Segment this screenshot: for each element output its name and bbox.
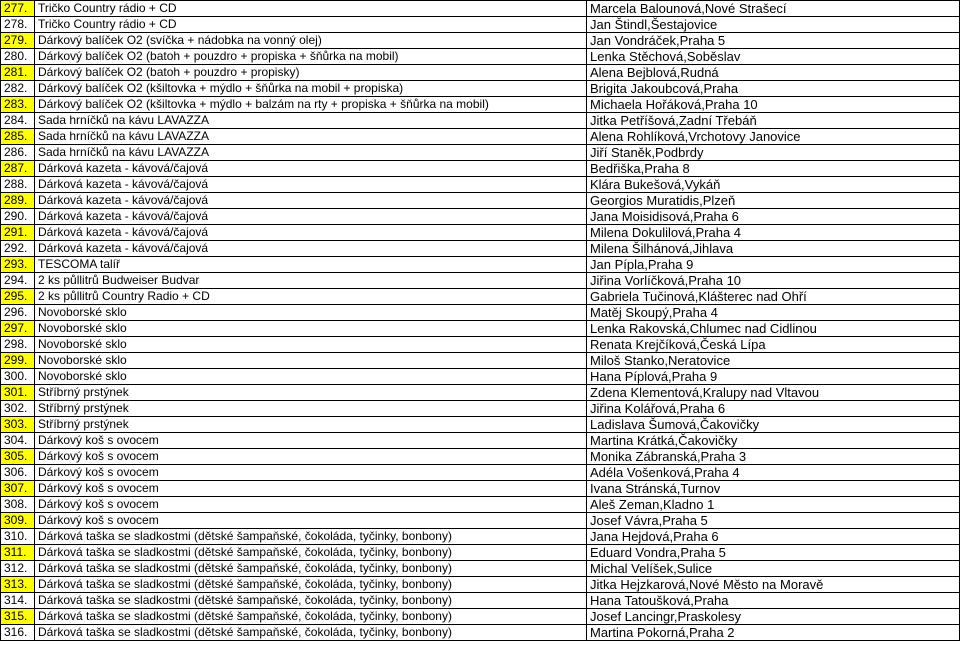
table-row <box>1 257 960 273</box>
prize-cell: Novoborské sklo <box>35 321 587 337</box>
row-number-cell: 288. <box>1 177 35 193</box>
prize-cell: Dárkový koš s ovocem <box>35 465 587 481</box>
prize-cell: Dárková taška se sladkostmi (dětské šampaňské, čokoláda, tyčinky, bonbony) <box>35 593 587 609</box>
table-row <box>1 305 960 321</box>
table-row <box>1 177 960 193</box>
winner-cell: Zdena Klementová,Kralupy nad Vltavou <box>587 385 960 401</box>
winner-cell: Jana Hejdová,Praha 6 <box>587 529 960 545</box>
table-row <box>1 225 960 241</box>
row-number-cell: 283. <box>1 97 35 113</box>
table-row <box>1 529 960 545</box>
row-number-cell: 313. <box>1 577 35 593</box>
row-number-cell: 280. <box>1 49 35 65</box>
table-row <box>1 193 960 209</box>
prize-cell: Tričko Country rádio + CD <box>35 1 587 17</box>
winner-cell: Lenka Stěchová,Soběslav <box>587 49 960 65</box>
winner-cell: Jan Pípla,Praha 9 <box>587 257 960 273</box>
row-number-cell: 297. <box>1 321 35 337</box>
prize-cell: Dárkový koš s ovocem <box>35 513 587 529</box>
table-row <box>1 385 960 401</box>
prize-cell: Dárková kazeta - kávová/čajová <box>35 225 587 241</box>
row-number-cell: 301. <box>1 385 35 401</box>
row-number-cell: 285. <box>1 129 35 145</box>
row-number-cell: 278. <box>1 17 35 33</box>
prize-cell: Novoborské sklo <box>35 369 587 385</box>
row-number-cell: 293. <box>1 257 35 273</box>
winner-cell: Hana Píplová,Praha 9 <box>587 369 960 385</box>
prize-cell: 2 ks půllitrů Country Radio + CD <box>35 289 587 305</box>
row-number-cell: 289. <box>1 193 35 209</box>
winner-cell: Ivana Stránská,Turnov <box>587 481 960 497</box>
row-number-cell: 286. <box>1 145 35 161</box>
prize-cell: Dárková taška se sladkostmi (dětské šampaňské, čokoláda, tyčinky, bonbony) <box>35 529 587 545</box>
row-number-cell: 310. <box>1 529 35 545</box>
prize-cell: Dárkový koš s ovocem <box>35 433 587 449</box>
row-number-cell: 300. <box>1 369 35 385</box>
table-row <box>1 625 960 641</box>
winner-cell: Jitka Hejzkarová,Nové Město na Moravě <box>587 577 960 593</box>
row-number-cell: 294. <box>1 273 35 289</box>
prize-cell: Dárková kazeta - kávová/čajová <box>35 193 587 209</box>
table-row <box>1 321 960 337</box>
row-number-cell: 281. <box>1 65 35 81</box>
table-row <box>1 513 960 529</box>
table-row <box>1 145 960 161</box>
winner-cell: Marcela Balounová,Nové Strašecí <box>587 1 960 17</box>
prize-cell: Tričko Country rádio + CD <box>35 17 587 33</box>
row-number-cell: 291. <box>1 225 35 241</box>
winner-cell: Jan Vondráček,Praha 5 <box>587 33 960 49</box>
table-row <box>1 97 960 113</box>
row-number-cell: 304. <box>1 433 35 449</box>
prize-cell: Dárková kazeta - kávová/čajová <box>35 241 587 257</box>
prize-cell: Dárkový koš s ovocem <box>35 497 587 513</box>
table-row <box>1 49 960 65</box>
row-number-cell: 316. <box>1 625 35 641</box>
table-row <box>1 353 960 369</box>
table-row <box>1 577 960 593</box>
winner-cell: Bedřiška,Praha 8 <box>587 161 960 177</box>
row-number-cell: 311. <box>1 545 35 561</box>
row-number-cell: 284. <box>1 113 35 129</box>
table-row <box>1 465 960 481</box>
table-row <box>1 481 960 497</box>
table-row <box>1 497 960 513</box>
prize-cell: Dárkový balíček O2 (batoh + pouzdro + propiska + šňůrka na mobil) <box>35 49 587 65</box>
row-number-cell: 296. <box>1 305 35 321</box>
row-number-cell: 315. <box>1 609 35 625</box>
prize-cell: Sada hrníčků na kávu LAVAZZA <box>35 129 587 145</box>
winner-cell: Brigita Jakoubcová,Praha <box>587 81 960 97</box>
table-body <box>1 1 960 641</box>
row-number-cell: 309. <box>1 513 35 529</box>
row-number-cell: 299. <box>1 353 35 369</box>
winner-cell: Lenka Rakovská,Chlumec nad Cidlinou <box>587 321 960 337</box>
row-number-cell: 305. <box>1 449 35 465</box>
winner-cell: Jitka Petříšová,Zadní Třebáň <box>587 113 960 129</box>
prize-cell: Sada hrníčků na kávu LAVAZZA <box>35 145 587 161</box>
table-row <box>1 417 960 433</box>
winner-cell: Milena Dokulilová,Praha 4 <box>587 225 960 241</box>
winner-cell: Jiřina Vorlíčková,Praha 10 <box>587 273 960 289</box>
table-row <box>1 241 960 257</box>
prize-cell: Dárková kazeta - kávová/čajová <box>35 209 587 225</box>
prize-cell: Dárková taška se sladkostmi (dětské šampaňské, čokoláda, tyčinky, bonbony) <box>35 561 587 577</box>
table-row <box>1 289 960 305</box>
table-row <box>1 433 960 449</box>
winner-cell: Josef Vávra,Praha 5 <box>587 513 960 529</box>
prize-cell: Dárková kazeta - kávová/čajová <box>35 161 587 177</box>
prize-cell: Dárková taška se sladkostmi (dětské šampaňské, čokoláda, tyčinky, bonbony) <box>35 625 587 641</box>
prize-cell: Dárkový balíček O2 (svíčka + nádobka na vonný olej) <box>35 33 587 49</box>
winner-cell: Martina Krátká,Čakovičky <box>587 433 960 449</box>
winner-cell: Alena Bejblová,Rudná <box>587 65 960 81</box>
row-number-cell: 303. <box>1 417 35 433</box>
winner-cell: Martina Pokorná,Praha 2 <box>587 625 960 641</box>
row-number-cell: 295. <box>1 289 35 305</box>
table-row <box>1 545 960 561</box>
row-number-cell: 302. <box>1 401 35 417</box>
winner-cell: Jana Moisidisová,Praha 6 <box>587 209 960 225</box>
prize-cell: Stříbrný prstýnek <box>35 385 587 401</box>
winner-cell: Jan Štindl,Šestajovice <box>587 17 960 33</box>
winner-cell: Miloš Stanko,Neratovice <box>587 353 960 369</box>
winner-cell: Michaela Hořáková,Praha 10 <box>587 97 960 113</box>
row-number-cell: 287. <box>1 161 35 177</box>
table-row <box>1 401 960 417</box>
prize-cell: Dárkový koš s ovocem <box>35 449 587 465</box>
winner-cell: Michal Velíšek,Sulice <box>587 561 960 577</box>
prize-cell: Stříbrný prstýnek <box>35 417 587 433</box>
table-row <box>1 65 960 81</box>
table-row <box>1 113 960 129</box>
row-number-cell: 298. <box>1 337 35 353</box>
winner-cell: Jiřina Kolářová,Praha 6 <box>587 401 960 417</box>
table-row <box>1 449 960 465</box>
winner-cell: Alena Rohlíková,Vrchotovy Janovice <box>587 129 960 145</box>
row-number-cell: 308. <box>1 497 35 513</box>
table-row <box>1 337 960 353</box>
winner-cell: Aleš Zeman,Kladno 1 <box>587 497 960 513</box>
winner-cell: Milena Šilhánová,Jihlava <box>587 241 960 257</box>
prize-cell: Dárková kazeta - kávová/čajová <box>35 177 587 193</box>
row-number-cell: 312. <box>1 561 35 577</box>
table-row <box>1 33 960 49</box>
prize-cell: Dárková taška se sladkostmi (dětské šampaňské, čokoláda, tyčinky, bonbony) <box>35 577 587 593</box>
prize-cell: TESCOMA talíř <box>35 257 587 273</box>
row-number-cell: 307. <box>1 481 35 497</box>
prize-cell: Novoborské sklo <box>35 337 587 353</box>
table-row <box>1 209 960 225</box>
row-number-cell: 282. <box>1 81 35 97</box>
row-number-cell: 314. <box>1 593 35 609</box>
prize-cell: Dárkový koš s ovocem <box>35 481 587 497</box>
table-row <box>1 609 960 625</box>
table-row <box>1 561 960 577</box>
winner-cell: Jiří Staněk,Podbrdy <box>587 145 960 161</box>
table-row <box>1 273 960 289</box>
prize-cell: Novoborské sklo <box>35 305 587 321</box>
table-row <box>1 81 960 97</box>
winner-cell: Matěj Skoupý,Praha 4 <box>587 305 960 321</box>
winner-cell: Hana Tatoušková,Praha <box>587 593 960 609</box>
prize-cell: Stříbrný prstýnek <box>35 401 587 417</box>
winner-cell: Monika Zábranská,Praha 3 <box>587 449 960 465</box>
prize-cell: Dárkový balíček O2 (kšiltovka + mýdlo + šňůrka na mobil + propiska) <box>35 81 587 97</box>
winner-cell: Adéla Vošenková,Praha 4 <box>587 465 960 481</box>
winner-cell: Klára Bukešová,Vykáň <box>587 177 960 193</box>
winner-cell: Georgios Muratidis,Plzeň <box>587 193 960 209</box>
prize-cell: Dárková taška se sladkostmi (dětské šampaňské, čokoláda, tyčinky, bonbony) <box>35 609 587 625</box>
prize-cell: Dárkový balíček O2 (batoh + pouzdro + propisky) <box>35 65 587 81</box>
row-number-cell: 292. <box>1 241 35 257</box>
prize-cell: Sada hrníčků na kávu LAVAZZA <box>35 113 587 129</box>
table-row <box>1 129 960 145</box>
winner-cell: Ladislava Šumová,Čakovičky <box>587 417 960 433</box>
row-number-cell: 306. <box>1 465 35 481</box>
table-row <box>1 17 960 33</box>
prize-cell: Dárkový balíček O2 (kšiltovka + mýdlo + balzám na rty + propiska + šňůrka na mobil) <box>35 97 587 113</box>
table-row <box>1 161 960 177</box>
prize-cell: 2 ks půllitrů Budweiser Budvar <box>35 273 587 289</box>
prize-cell: Novoborské sklo <box>35 353 587 369</box>
winner-cell: Renata Krejčíková,Česká Lípa <box>587 337 960 353</box>
winner-cell: Gabriela Tučinová,Klášterec nad Ohří <box>587 289 960 305</box>
row-number-cell: 279. <box>1 33 35 49</box>
row-number-cell: 290. <box>1 209 35 225</box>
winner-cell: Eduard Vondra,Praha 5 <box>587 545 960 561</box>
row-number-cell: 277. <box>1 1 35 17</box>
table-row <box>1 593 960 609</box>
table-row <box>1 1 960 17</box>
winner-cell: Josef Lancingr,Praskolesy <box>587 609 960 625</box>
prize-cell: Dárková taška se sladkostmi (dětské šampaňské, čokoláda, tyčinky, bonbony) <box>35 545 587 561</box>
table-row <box>1 369 960 385</box>
